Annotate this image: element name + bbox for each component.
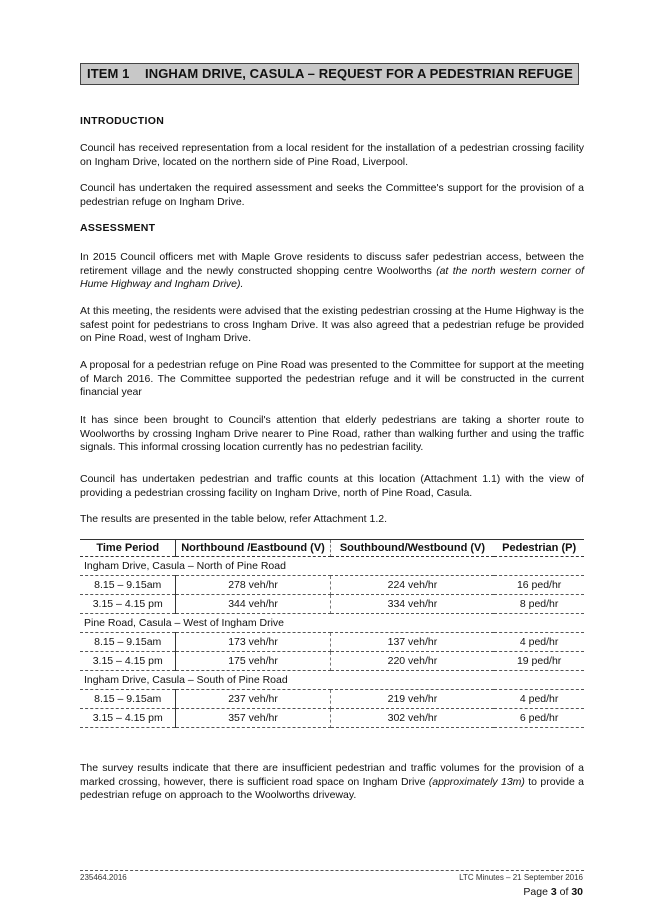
assessment-paragraph-6: The results are presented in the table below, refer Attachment 1.2. (80, 513, 388, 525)
assessment-p1-text: In 2015 Council officers met with Maple Grove residents to discuss safer pedestrian access, between the retirement village and the newly constructed shopping centre Woolworths (80, 251, 584, 277)
cell-northbound: 278 veh/hr (176, 576, 330, 595)
header-northbound: Northbound /Eastbound (V) (176, 540, 330, 557)
footer-minutes: LTC Minutes – 21 September 2016 (459, 873, 583, 882)
cell-northbound: 173 veh/hr (176, 633, 330, 652)
cell-southbound: 224 veh/hr (330, 576, 494, 595)
table-section-row (80, 671, 584, 690)
section-title: Pine Road, Casula – West of Ingham Drive (80, 614, 584, 633)
assessment-p1-italic: (at the north western corner of Hume Highway and Ingham Drive). (80, 264, 584, 290)
table-row (80, 633, 584, 652)
header-time-period: Time Period (80, 540, 176, 557)
cell-pedestrian: 8 ped/hr (494, 595, 584, 614)
table-row (80, 652, 584, 671)
conclusion-paragraph (80, 762, 584, 803)
assessment-paragraph-5: Council has undertaken pedestrian and traffic counts at this location (Attachment 1.1) with the view of providing a pedestrian crossing facility on Ingham Drive, north of Pine Road, Casula. (80, 473, 584, 499)
page-number (523, 886, 583, 898)
cell-time: 3.15 – 4.15 pm (80, 595, 176, 614)
cell-southbound: 219 veh/hr (330, 690, 494, 709)
cell-time: 8.15 – 9.15am (80, 633, 176, 652)
assessment-heading: ASSESSMENT (80, 222, 156, 234)
cell-time: 3.15 – 4.15 pm (80, 652, 176, 671)
assessment-paragraph-3: A proposal for a pedestrian refuge on Pine Road was presented to the Committee for support at the meeting of March 2016. The Committee supported the pedestrian refuge and it will be constructed in the current financial year (80, 359, 584, 398)
cell-northbound: 357 veh/hr (176, 709, 330, 728)
footer-divider (80, 870, 584, 871)
cell-pedestrian: 4 ped/hr (494, 633, 584, 652)
assessment-paragraph-4: It has since been brought to Council's attention that elderly pedestrians are taking a shorter route to Woolworths by crossing Ingham Drive nearer to Pine Road, rather than walking further and using the traffic signals. This informal crossing location currently has no pedestrian facility. (80, 414, 584, 453)
cell-time: 8.15 – 9.15am (80, 690, 176, 709)
table-row (80, 690, 584, 709)
header-pedestrian: Pedestrian (P) (494, 540, 584, 557)
cell-time: 3.15 – 4.15 pm (80, 709, 176, 728)
cell-northbound: 237 veh/hr (176, 690, 330, 709)
section-title: Ingham Drive, Casula – North of Pine Road (80, 557, 584, 576)
conclusion-italic: (approximately 13m) (428, 775, 525, 788)
cell-time: 8.15 – 9.15am (80, 576, 176, 595)
cell-southbound: 137 veh/hr (330, 633, 494, 652)
page-of: of (556, 886, 572, 898)
cell-pedestrian: 4 ped/hr (494, 690, 584, 709)
footer-doc-ref: 235464.2016 (80, 873, 127, 882)
cell-southbound: 220 veh/hr (330, 652, 494, 671)
table-section-row (80, 614, 584, 633)
assessment-paragraph-1 (80, 251, 584, 292)
page-total: 30 (571, 886, 583, 898)
table-row (80, 576, 584, 595)
cell-northbound: 344 veh/hr (176, 595, 330, 614)
cell-southbound: 334 veh/hr (330, 595, 494, 614)
assessment-paragraph-2: At this meeting, the residents were advised that the existing pedestrian crossing at the Hume Highway is the safest point for pedestrians to cross Ingham Drive. It was also agreed that a pedestrian refuge be provided on Pine Road, west of Ingham Drive. (80, 305, 584, 344)
page-prefix: Page (523, 886, 551, 898)
table-section-row (80, 557, 584, 576)
table-row (80, 595, 584, 614)
conclusion-tail: to provide a pedestrian refuge on approach to the Woolworths driveway. (80, 775, 584, 801)
cell-pedestrian: 6 ped/hr (494, 709, 584, 728)
page-current: 3 (550, 886, 557, 898)
introduction-heading: INTRODUCTION (80, 115, 165, 127)
intro-paragraph-2: Council has undertaken the required assessment and seeks the Committee's support for the provision of a pedestrian refuge on Ingham Drive. (80, 182, 584, 208)
table-row (80, 709, 584, 728)
header-southbound: Southbound/Westbound (V) (330, 540, 494, 557)
cell-pedestrian: 16 ped/hr (494, 576, 584, 595)
conclusion-text: The survey results indicate that there are insufficient pedestrian and traffic volumes for the provision of a marked crossing, however, there is sufficient road space on Ingham Drive (80, 762, 584, 788)
item-number: ITEM 1 (87, 66, 130, 81)
item-header (80, 63, 579, 85)
traffic-results-table (80, 539, 584, 728)
cell-northbound: 175 veh/hr (176, 652, 330, 671)
section-title: Ingham Drive, Casula – South of Pine Road (80, 671, 584, 690)
table-header-row (80, 540, 584, 557)
cell-southbound: 302 veh/hr (330, 709, 494, 728)
cell-pedestrian: 19 ped/hr (494, 652, 584, 671)
intro-paragraph-1: Council has received representation from a local resident for the installation of a pedestrian crossing facility on Ingham Drive, located on the northern side of Pine Road, Liverpool. (80, 142, 584, 168)
item-title: INGHAM DRIVE, CASULA – REQUEST FOR A PEDESTRIAN REFUGE (145, 66, 573, 81)
